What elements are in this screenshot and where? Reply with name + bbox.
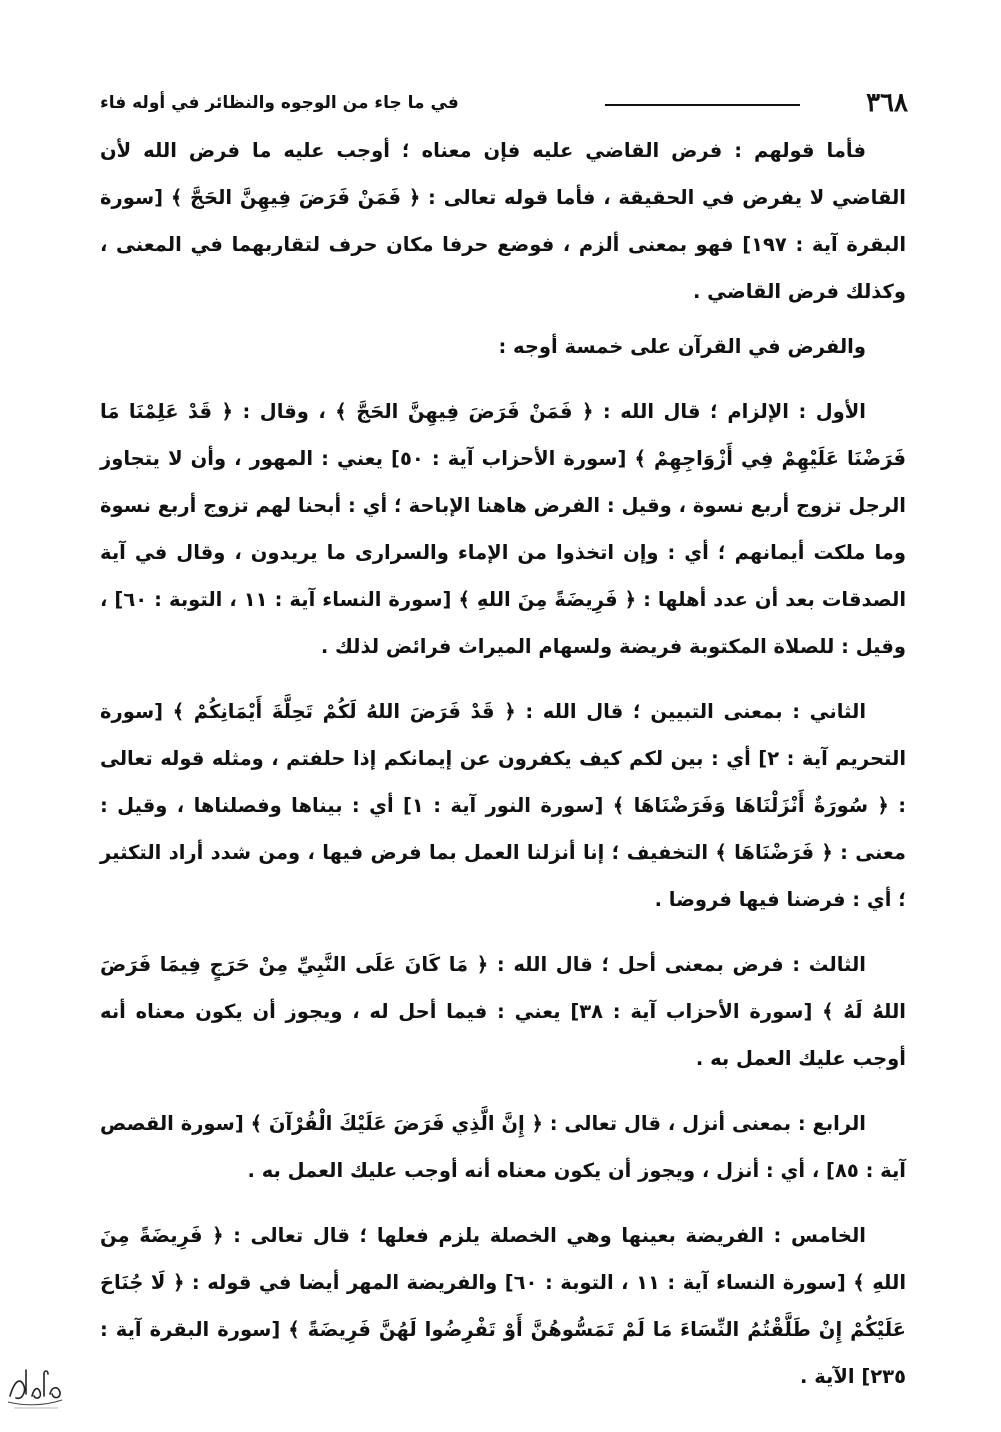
paragraph-first-meaning: الأول : الإلزام ؛ قال الله : ﴿ فَمَنْ فَرَضَ فِيهِنَّ الحَجَّ ﴾ ، وقال : ﴿ قَدْ عَلِمْنَا مَا فَرَضْنَا عَلَيْهِمْ فِي أَزْوَاجِهِمْ ﴾ [سورة الأحزاب آية : ٥٠] يعني : المهور ، وأن لا يتجاوز الرجل تزوج أربع نسوة ، وقيل : الفرض هاهنا الإباحة ؛ أي : أبحنا لهم تزوج أربع نسوة وما ملكت أيمانهم ؛ أي : وإن اتخذوا من الإماء والسرارى ما يريدون ، وقال في آية الصدقات بعد أن عدد أهلها : ﴿ فَرِيضَةً مِنَ اللهِ ﴾ [سورة النساء آية : ١١ ، التوبة : ٦٠] ، وقيل : للصلاة المكتوبة فريضة ولسهام الميراث فرائض لذلك . xyxy=(100,400,907,658)
page-number: ٣٦٨ xyxy=(866,88,908,118)
page-body xyxy=(100,127,906,1400)
running-title: في ما جاء من الوجوه والنظائر في أوله فاء xyxy=(100,93,459,113)
paragraph-fifth-meaning: الخامس : الفريضة بعينها وهي الخصلة يلزم فعلها ؛ قال تعالى : ﴿ فَرِيضَةً مِنَ اللهِ ﴾ [سورة النساء آية : ١١ ، التوبة : ٦٠] والفريضة المهر أيضا في قوله : ﴿ لَا جُنَاحَ عَلَيْكُمْ إِنْ طَلَّقْتُمُ النِّسَاءَ مَا لَمْ تَمَسُّوهُنَّ أَوْ تَفْرِضُوا لَهُنَّ فَرِيضَةً ﴾ [سورة البقرة آية : ٢٣٥] الآية . xyxy=(100,1224,907,1388)
paragraph-intro: فأما قولهم : فرض القاضي عليه فإن معناه ؛ أوجب عليه ما فرض الله لأن القاضي لا يفرض في الحقيقة ، فأما قوله تعالى : ﴿ فَمَنْ فَرَضَ فِيهِنَّ الحَجَّ ﴾ [سورة البقرة آية : ١٩٧] فهو بمعنى ألزم ، فوضع حرفا مكان حرف لتقاربهما في المعنى ، وكذلك فرض القاضي . xyxy=(100,139,907,303)
paragraph-second-meaning: الثاني : بمعنى التبيين ؛ قال الله : ﴿ قَدْ فَرَضَ اللهُ لَكُمْ تَحِلَّةَ أَيْمَانِكُمْ ﴾ [سورة التحريم آية : ٢] أي : بين لكم كيف يكفرون عن إيمانكم إذا حلفتم ، ومثله قوله تعالى : ﴿ سُورَةٌ أَنْزَلْنَاهَا وَفَرَضْنَاهَا ﴾ [سورة النور آية : ١] أي : بيناها وفصلناها ، وقيل : معنى : ﴿ فَرَضْنَاهَا ﴾ التخفيف ؛ إنا أنزلنا العمل بما فرض فيها ، ومن شدد أراد التكثير ؛ أي : فرضنا فيها فروضا . xyxy=(100,700,907,911)
page-header xyxy=(100,86,908,122)
library-stamp-logo xyxy=(4,1352,66,1414)
paragraph-five-meanings: والفرض في القرآن على خمسة أوجه : xyxy=(498,335,866,358)
header-rule xyxy=(605,104,800,106)
paragraph-fourth-meaning: الرابع : بمعنى أنزل ، قال تعالى : ﴿ إِنَّ الَّذِي فَرَضَ عَلَيْكَ الْقُرْآنَ ﴾ [سورة القصص آية : ٨٥] ، أي : أنزل ، ويجوز أن يكون معناه أنه أوجب عليك العمل به . xyxy=(100,1112,906,1182)
paragraph-third-meaning: الثالث : فرض بمعنى أحل ؛ قال الله : ﴿ مَا كَانَ عَلَى النَّبِيِّ مِنْ حَرَجٍ فِيمَا فَرَضَ اللهُ لَهُ ﴾ [سورة الأحزاب آية : ٣٨] يعني : فيما أحل له ، ويجوز أن يكون معناه أنه أوجب عليك العمل به . xyxy=(100,953,906,1070)
